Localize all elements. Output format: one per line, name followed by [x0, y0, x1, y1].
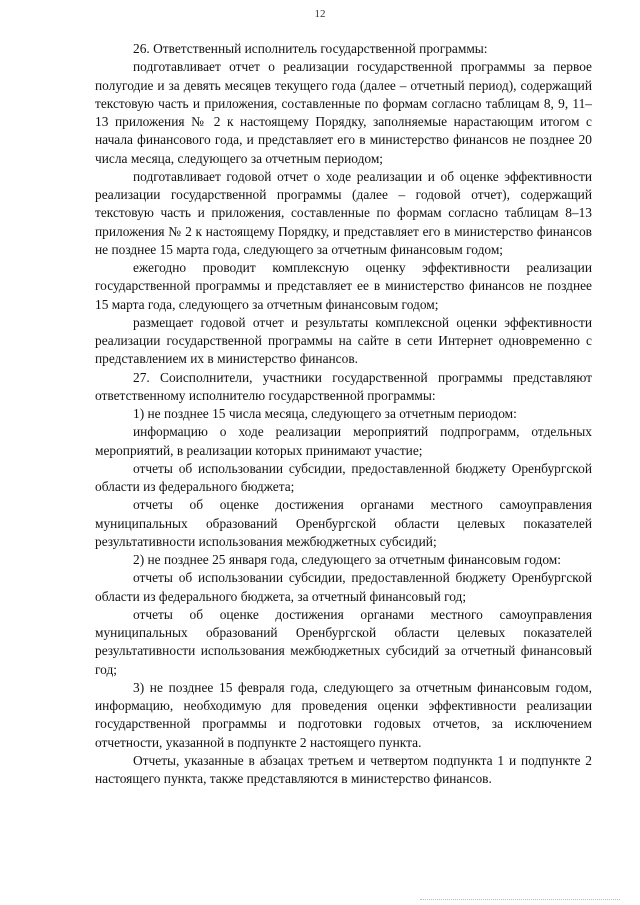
- paragraph-final-note: Отчеты, указанные в абзацах третьем и четвертом подпункта 1 и подпункте 2 настоящего пункта, также представляются в министерство финансов.: [95, 752, 592, 786]
- paragraph-annual-report: подготавливает годовой отчет о ходе реализации и об оценке эффективности реализации государственной программы (далее – годовой отчет), содержащий текстовую часть и приложения, составленные по формам согласно таблицам 8–13 приложения № 2 к настоящему Порядку, и представляет его в министерство финансов не позднее 15 марта года, следующего за отчетным финансовым годом;: [95, 168, 592, 257]
- paragraph-annual-indicator-reports: отчеты об оценке достижения органами местного самоуправления муниципальных образований Оренбургской области целевых показателей результативности использования межбюджетных субсидий за отчетный финансовый год;: [95, 606, 592, 677]
- paragraph-publication: размещает годовой отчет и результаты комплексной оценки эффективности реализации государственной программы на сайте в сети Интернет одновременно с представлением их в министерство финансов.: [95, 314, 592, 367]
- scan-artifact: [420, 899, 620, 902]
- paragraph-item-27-heading: 27. Соисполнители, участники государственной программы представляют ответственному исполнителю государственной программы:: [95, 369, 592, 403]
- paragraph-semiannual-report: подготавливает отчет о реализации государственной программы за первое полугодие и за девять месяцев текущего года (далее – отчетный период), содержащий текстовую часть и приложения, составленные по формам согласно таблицам 8, 9, 11–13 приложения № 2 к настоящему Порядку, заполняемые нарастающим итогом с начала финансового года, и представляет его в министерство финансов не позднее 20 числа месяца, следующего за отчетным периодом;: [95, 59, 592, 166]
- paragraph-subsidy-reports: отчеты об использовании субсидии, предоставленной бюджету Оренбургской области из федерального бюджета;: [95, 460, 592, 494]
- paragraph-comprehensive-assessment: ежегодно проводит комплексную оценку эффективности реализации государственной программы и представляет ее в министерство финансов не позднее 15 марта года, следующего за отчетным финансовым годом;: [95, 260, 592, 312]
- page-number: 12: [314, 8, 326, 20]
- document-body: [95, 40, 592, 788]
- paragraph-subitem-3: 3) не позднее 15 февраля года, следующего за отчетным финансовым годом, информацию, необходимую для проведения оценки эффективности реализации государственной программы и подготовки годовых отчетов, за исключением отчетности, указанной в подпункте 2 настоящего пункта.: [95, 679, 592, 750]
- paragraph-subitem-2: 2) не позднее 25 января года, следующего за отчетным финансовым годом:: [133, 552, 561, 567]
- paragraph-activities-info: информацию о ходе реализации мероприятий подпрограмм, отдельных мероприятий, в реализации которых принимают участие;: [95, 424, 592, 458]
- paragraph-indicator-reports: отчеты об оценке достижения органами местного самоуправления муниципальных образований Оренбургской области целевых показателей результативности использования межбюджетных субсидий;: [95, 497, 592, 549]
- paragraph-annual-subsidy-reports: отчеты об использовании субсидии, предоставленной бюджету Оренбургской области из федерального бюджета, за отчетный финансовый год;: [95, 570, 592, 604]
- paragraph-subitem-1: 1) не позднее 15 числа месяца, следующего за отчетным периодом:: [133, 406, 517, 421]
- paragraph-item-26-heading: 26. Ответственный исполнитель государственной программы:: [133, 41, 488, 56]
